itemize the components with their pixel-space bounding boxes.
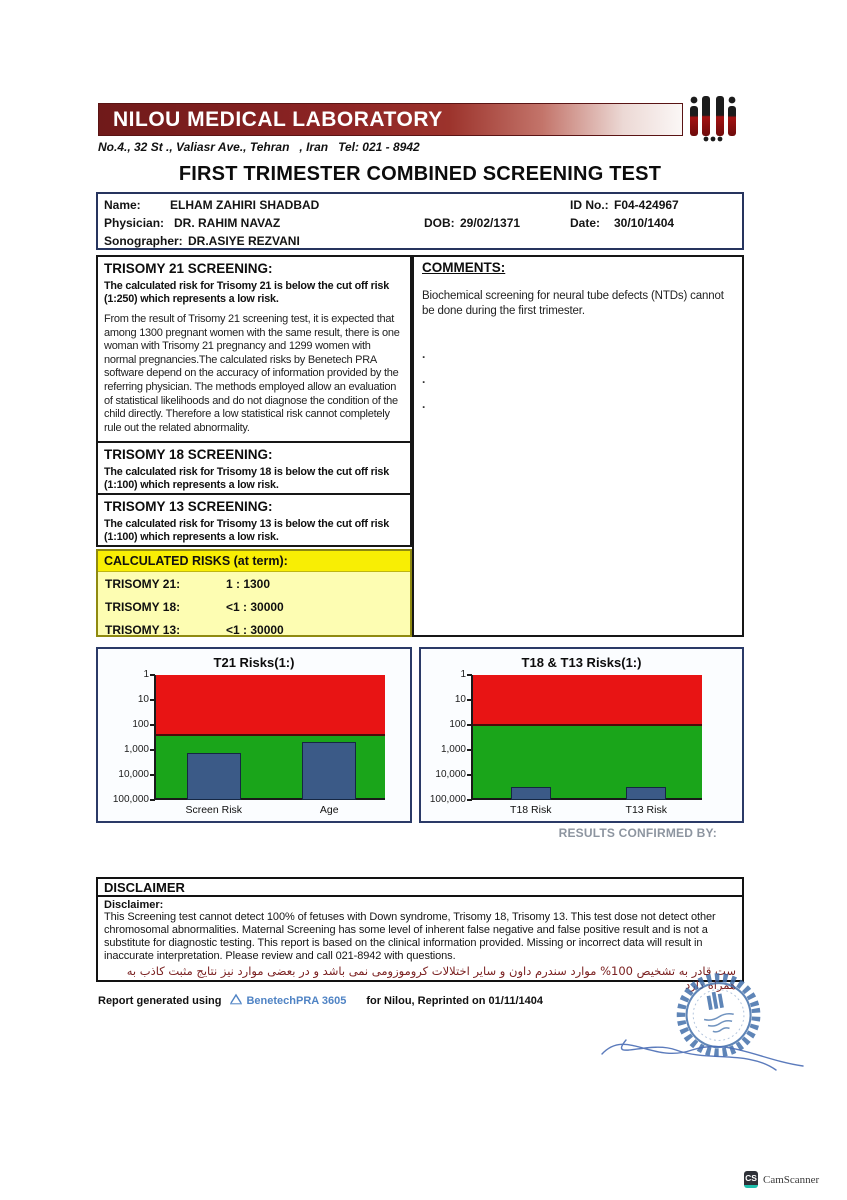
y-tick-label: 100,000: [112, 794, 149, 805]
trisomy-18-summary: The calculated risk for Trisomy 18 is below the cut off risk (1:100) which represents a low risk.: [104, 466, 390, 492]
physician-label: Physician:: [104, 216, 165, 230]
risk-label: TRISOMY 13:: [105, 623, 181, 637]
comments-section: [412, 255, 744, 637]
y-tick-mark: [467, 774, 472, 776]
comment-placeholder-dot: .: [422, 346, 426, 361]
disclaimer-text: This Screening test cannot detect 100% of fetuses with Down syndrome, Trisomy 18, Trisomy 13. This test dose not detect other chromosomal abnormalities. Maternal Screening has some level of inherent false negative and false positive result and is not a substitute for diagnostic testing. This report is based on the clinical information provided. Missing or incorrect data will result in inaccurate interpretation. Please review and call 021-8942 with questions.: [104, 911, 716, 962]
calculated-risks-heading: CALCULATED RISKS (at term):: [98, 551, 410, 572]
trisomy-13-section: [96, 493, 412, 547]
lab-name-banner: [98, 103, 683, 136]
x-category-label: T13 Risk: [625, 804, 667, 816]
y-tick-label: 10,000: [435, 769, 466, 780]
y-tick-label: 10: [137, 694, 149, 705]
patient-dob: 29/02/1371: [460, 216, 521, 230]
y-tick-label: 1,000: [123, 744, 149, 755]
report-title: FIRST TRIMESTER COMBINED SCREENING TEST: [178, 163, 662, 185]
risk-bar: [626, 787, 666, 800]
report-generation-line: [98, 993, 543, 1008]
trisomy-21-detail: From the result of Trisomy 21 screening test, it is expected that among 1300 pregnant women with the same result, there is one woman with Trisomy 21 pregnancy and 1299 women with normal pregnancies.The calculated risks by Benetech PRA software depend on the accuracy of information provided by the referring physician. The methods employed allow an evaluation of statistical likelihoods and do not diagnose the condition of the child directly. Therefore a low statistical risk cannot completely rule out the related abnormality.: [104, 312, 400, 434]
trisomy-21-heading: TRISOMY 21 SCREENING:: [104, 261, 273, 276]
risk-value: <1 : 30000: [226, 600, 284, 614]
risk-value: <1 : 30000: [226, 623, 284, 637]
y-tick-label: 1,000: [440, 744, 466, 755]
y-tick-mark: [150, 749, 155, 751]
results-confirmed-label: RESULTS CONFIRMED BY:: [558, 826, 717, 840]
risk-label: TRISOMY 21:: [105, 577, 181, 591]
sonographer-name: DR.ASIYE REZVANI: [188, 234, 300, 248]
dob-label: DOB:: [424, 216, 455, 230]
software-name: BenetechPRA 3605: [246, 994, 347, 1007]
benetech-logo-icon: [229, 993, 243, 1008]
disclaimer-persian-note: ست قادر به تشخیص 100% موارد سندرم داون و سایر اختلالات کروموزومی نمی باشد و در بعضی موارد نیز نتایج مثبت کاذب به همراه دارد: [126, 963, 736, 992]
y-tick-mark: [467, 724, 472, 726]
t21-chart-plot: [112, 669, 385, 816]
camscanner-watermark: [744, 1171, 819, 1188]
y-tick-mark: [150, 774, 155, 776]
trisomy-18-section: [96, 441, 412, 495]
y-tick-label: 100: [449, 719, 466, 730]
sonographer-label: Sonographer:: [104, 234, 183, 248]
trisomy-13-heading: TRISOMY 13 SCREENING:: [104, 499, 273, 514]
date-label: Date:: [570, 216, 601, 230]
risk-row-t13: [98, 618, 410, 641]
camscanner-logo-icon: CS: [744, 1171, 758, 1188]
cutoff-line: [473, 724, 702, 726]
chart-title: T18 & T13 Risks(1:): [521, 655, 642, 670]
low-risk-zone: [473, 724, 702, 798]
y-tick-mark: [467, 674, 472, 676]
trisomy-21-summary: The calculated risk for Trisomy 21 is below the cut off risk (1:250) which represents a low risk.: [104, 280, 390, 306]
risk-bar: [511, 787, 551, 800]
id-label: ID No.:: [570, 198, 609, 212]
x-category-label: Age: [319, 804, 339, 816]
risk-row-t21: [98, 572, 410, 595]
patient-name: ELHAM ZAHIRI SHADBAD: [170, 198, 320, 212]
x-category-label: Screen Risk: [185, 804, 243, 816]
y-tick-mark: [467, 699, 472, 701]
risk-bar: [187, 753, 241, 800]
t21-risk-chart: [96, 647, 412, 823]
t18-t13-chart-plot: [429, 669, 702, 816]
report-date: 30/10/1404: [614, 216, 675, 230]
y-tick-label: 10: [454, 694, 466, 705]
comment-placeholder-dot: .: [422, 396, 426, 411]
x-category-label: T18 Risk: [510, 804, 552, 816]
trisomy-18-heading: TRISOMY 18 SCREENING:: [104, 447, 273, 462]
risk-row-t18: [98, 595, 410, 618]
disclaimer-header: DISCLAIMER: [96, 877, 744, 897]
chart-title: T21 Risks(1:): [213, 655, 295, 670]
y-tick-mark: [150, 724, 155, 726]
cutoff-line: [156, 734, 385, 736]
y-tick-label: 1: [460, 669, 466, 680]
name-label: Name:: [104, 198, 141, 212]
patient-info-box: [96, 192, 744, 250]
y-tick-label: 100: [132, 719, 149, 730]
lab-name: NILOU MEDICAL LABORATORY: [113, 107, 443, 131]
high-risk-zone: [473, 675, 702, 724]
patient-id: F04-424967: [614, 198, 679, 212]
t18-t13-risk-chart: [419, 647, 744, 823]
risk-bar: [302, 742, 356, 800]
comment-placeholder-dot: .: [422, 371, 426, 386]
risk-value: 1 : 1300: [226, 577, 271, 591]
disclaimer-subheading: Disclaimer:: [104, 899, 164, 911]
generated-suffix: for Nilou, Reprinted on 01/11/1404: [366, 994, 543, 1007]
y-tick-label: 10,000: [118, 769, 149, 780]
trisomy-13-summary: The calculated risk for Trisomy 13 is below the cut off risk (1:100) which represents a low risk.: [104, 518, 390, 544]
comments-heading: COMMENTS:: [422, 260, 506, 275]
y-tick-mark: [150, 674, 155, 676]
y-tick-label: 100,000: [429, 794, 466, 805]
camscanner-label: CamScanner: [763, 1173, 820, 1186]
signature-handwriting: [596, 1018, 811, 1088]
risk-label: TRISOMY 18:: [105, 600, 181, 614]
y-tick-mark: [150, 699, 155, 701]
y-tick-mark: [467, 749, 472, 751]
calculated-risks-section: [96, 549, 412, 637]
y-tick-label: 1: [143, 669, 149, 680]
generated-prefix: Report generated using: [98, 994, 222, 1007]
comments-text: Biochemical screening for neural tube defects (NTDs) cannot be done during the first trimester.: [422, 290, 724, 317]
trisomy-21-section: [96, 255, 412, 443]
physician-name: DR. RAHIM NAVAZ: [174, 216, 281, 230]
lab-logo-testtubes-icon: [686, 94, 740, 147]
y-tick-mark: [467, 799, 472, 801]
disclaimer-body: [96, 895, 744, 992]
high-risk-zone: [156, 675, 385, 734]
lab-address: No.4., 32 St ., Valiasr Ave., Tehran , Iran Tel: 021 - 8942: [98, 140, 420, 154]
y-tick-mark: [150, 799, 155, 801]
